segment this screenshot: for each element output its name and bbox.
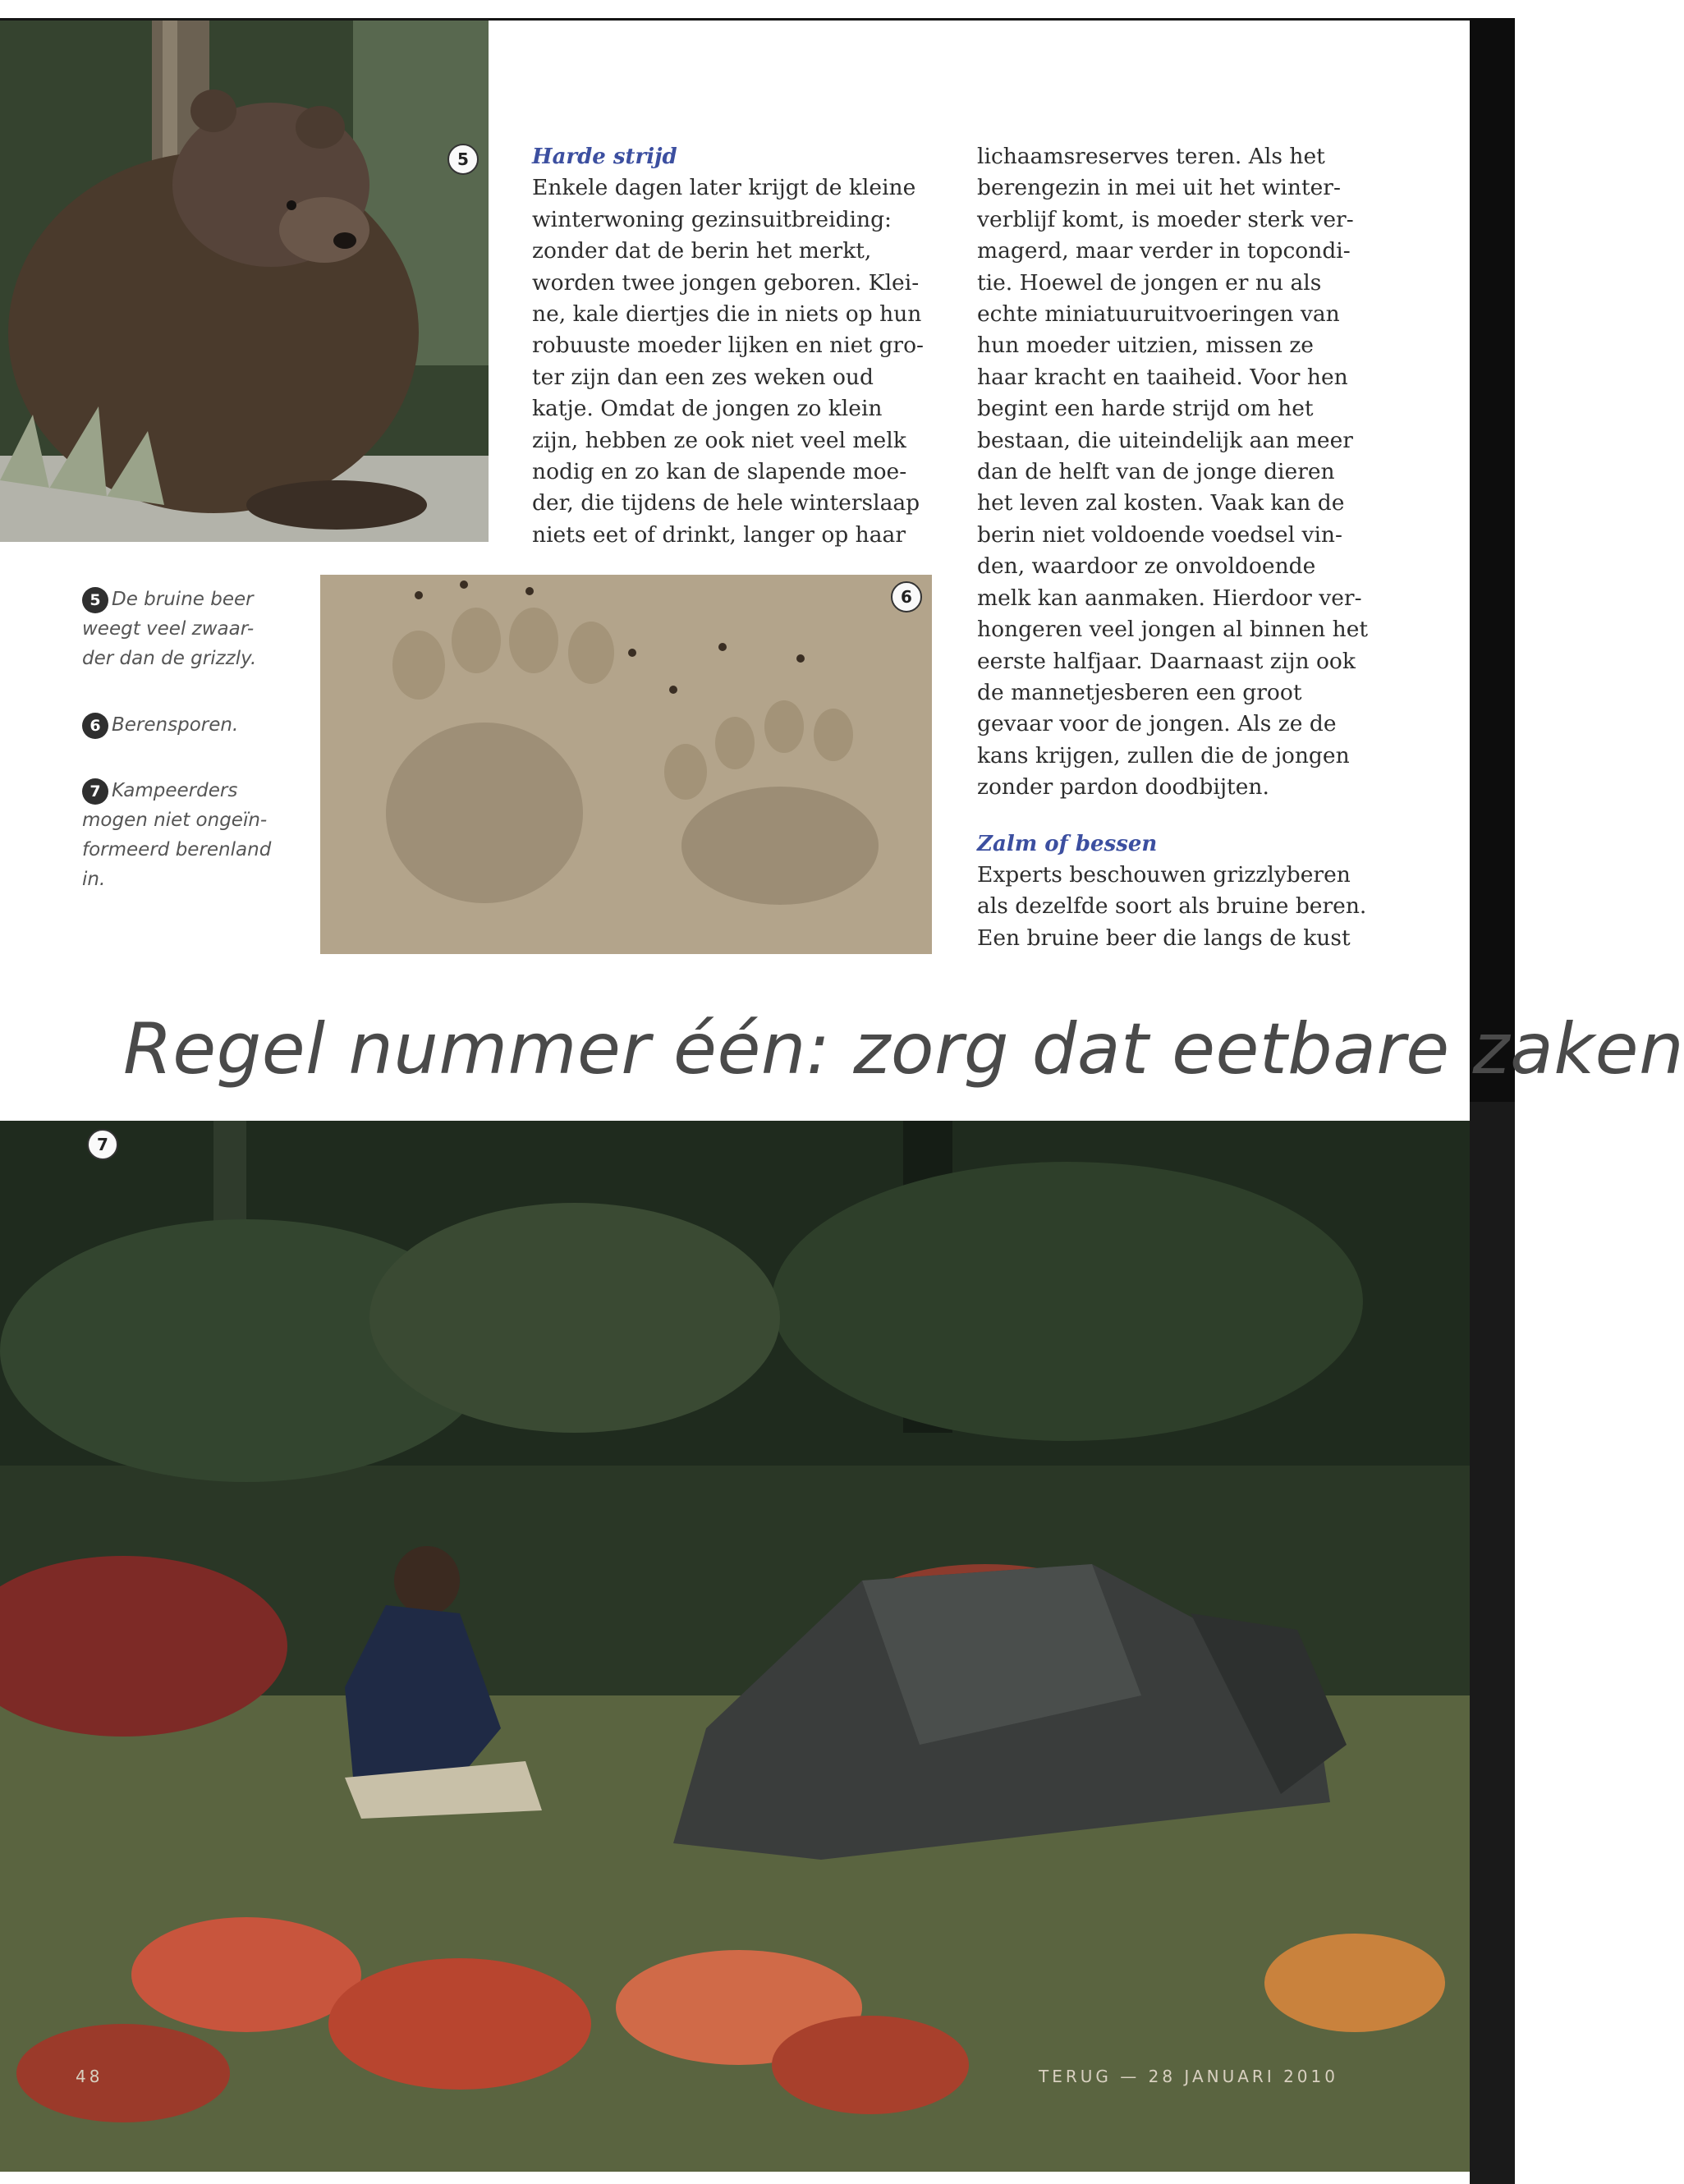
- campsite-illustration: [0, 1121, 1470, 2172]
- page-edge-shadow-lower: [1470, 1102, 1515, 2184]
- bear-photo: [0, 21, 489, 542]
- text-line: als dezelfde soort als bruine beren.: [977, 893, 1367, 920]
- caption-line: weegt veel zwaar-: [82, 618, 255, 640]
- text-line: dan de helft van de jonge dieren: [977, 459, 1335, 485]
- text-line: het leven zal kosten. Vaak kan de: [977, 490, 1345, 516]
- text-line: der, die tijdens de hele winterslaap: [532, 490, 920, 516]
- text-line: echte miniatuuruitvoeringen van: [977, 301, 1340, 328]
- text-line: zijn, hebben ze ook niet veel melk: [532, 427, 906, 453]
- text-line: tie. Hoewel de jongen er nu als: [977, 269, 1322, 296]
- caption-tracks: [82, 710, 291, 740]
- page-edge-shadow: [1470, 18, 1515, 1102]
- text-line: berengezin in mei uit het winter-: [977, 175, 1341, 201]
- text-line: katje. Omdat de jongen zo klein: [532, 396, 883, 422]
- photo-number-badge: 7: [87, 1129, 118, 1160]
- issue-date: TERUG — 28 JANUARI 2010: [1039, 2067, 1338, 2086]
- caption-bear: [82, 585, 291, 673]
- text-line: Experts beschouwen grizzlyberen: [977, 861, 1351, 888]
- article-column-1: [532, 141, 943, 551]
- text-line: ne, kale diertjes die in niets op hun: [532, 301, 922, 328]
- text-line: den, waardoor ze onvoldoende: [977, 553, 1316, 580]
- text-line: hun moeder uitzien, missen ze: [977, 333, 1314, 359]
- text-line: gevaar voor de jongen. Als ze de: [977, 711, 1337, 737]
- text-line: lichaamsreserves teren. Als het: [977, 144, 1325, 169]
- text-line: verblijf komt, is moeder sterk ver-: [977, 206, 1354, 232]
- text-line: berin niet voldoende voedsel vin-: [977, 521, 1342, 548]
- text-line: hongeren veel jongen al binnen het: [977, 617, 1369, 643]
- caption-line: formeerd berenland: [82, 839, 272, 860]
- text-line: bestaan, die uiteindelijk aan meer: [977, 427, 1353, 453]
- text-line: zonder pardon doodbijten.: [977, 774, 1269, 801]
- section-heading: Harde strijd: [532, 145, 677, 169]
- bear-illustration: [0, 21, 489, 542]
- article-column-2: [977, 141, 1404, 954]
- text-line: magerd, maar verder in topcondi-: [977, 238, 1351, 264]
- text-line: zonder dat de berin het merkt,: [532, 238, 872, 264]
- caption-line: De bruine beer: [112, 589, 254, 610]
- text-line: haar kracht en taaiheid. Voor hen: [977, 364, 1348, 390]
- photo-number-badge: 5: [447, 144, 479, 175]
- caption-number: 6: [82, 713, 108, 739]
- caption-line: der dan de grizzly.: [82, 648, 257, 669]
- text-line: Een bruine beer die langs de kust: [977, 925, 1351, 951]
- text-line: melk kan aanmaken. Hierdoor ver-: [977, 585, 1362, 611]
- caption-number: 7: [82, 778, 108, 805]
- text-line: worden twee jongen geboren. Klei-: [532, 269, 920, 296]
- text-line: niets eet of drinkt, langer op haar: [532, 521, 906, 548]
- page-number: 48: [76, 2067, 103, 2086]
- tracks-photo: [320, 575, 932, 954]
- text-line: de mannetjesberen een groot: [977, 679, 1302, 705]
- caption-line: in.: [82, 869, 106, 890]
- caption-line: Kampeerders: [112, 780, 238, 801]
- text-line: kans krijgen, zullen die de jongen: [977, 742, 1350, 769]
- campsite-photo: [0, 1121, 1470, 2172]
- caption-line: Berensporen.: [112, 714, 239, 736]
- section-heading: Zalm of bessen: [977, 831, 1158, 856]
- text-line: ter zijn dan een zes weken oud: [532, 364, 874, 390]
- paw-prints-illustration: [320, 575, 932, 954]
- caption-number: 5: [82, 587, 108, 613]
- caption-campers: [82, 776, 291, 894]
- pull-quote: Regel nummer één: zorg dat eetbare zaken: [123, 1008, 1684, 1090]
- text-line: begint een harde strijd om het: [977, 396, 1314, 422]
- photo-number-badge: 6: [891, 581, 922, 613]
- text-line: eerste halfjaar. Daarnaast zijn ook: [977, 648, 1356, 674]
- text-line: winterwoning gezinsuitbreiding:: [532, 206, 892, 232]
- text-line: robuuste moeder lijken en niet gro-: [532, 333, 924, 359]
- text-line: nodig en zo kan de slapende moe-: [532, 459, 907, 485]
- text-line: Enkele dagen later krijgt de kleine: [532, 175, 916, 201]
- caption-line: mogen niet ongeïn-: [82, 810, 268, 831]
